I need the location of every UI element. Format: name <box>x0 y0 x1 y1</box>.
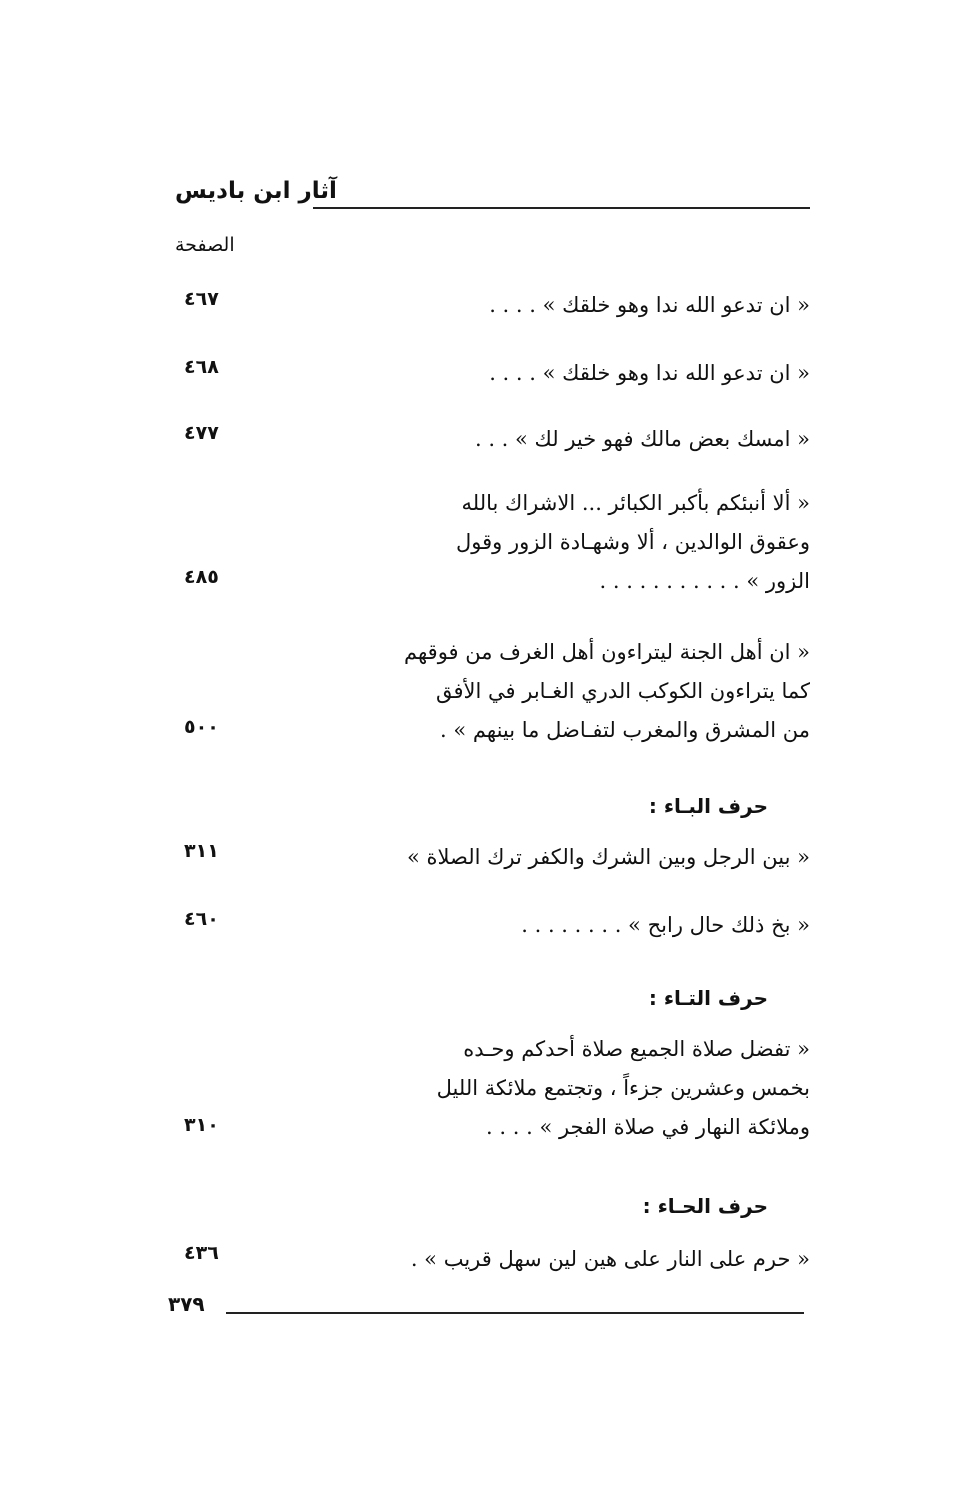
entry-line: « امسك بعض مالك فهو خير لك » . . . <box>474 427 810 451</box>
entry-page-number: ٤٦٨ <box>184 356 219 378</box>
entry-line: « ان تدعو الله ندا وهو خلقك » . . . . <box>489 293 810 317</box>
index-entry <box>380 484 810 601</box>
index-entry <box>380 906 810 945</box>
entry-line: « ان أهل الجنة ليتراءون أهل الغرف من فوقهم <box>404 640 810 664</box>
entry-page-number: ٣١١ <box>184 840 219 862</box>
section-heading: حرف البـاء : <box>648 794 768 818</box>
entry-line: كما يتراءون الكوكب الدري الغـابر في الأفق <box>435 679 810 703</box>
page-column-label: الصفحة <box>175 234 235 256</box>
entry-page-number: ٤٨٥ <box>184 566 219 588</box>
header-rule <box>313 207 810 209</box>
index-entry <box>380 1240 810 1279</box>
entry-line: « حرم على النار على هين لين سهل قريب » . <box>410 1247 810 1271</box>
entry-line: « ان تدعو الله ندا وهو خلقك » . . . . <box>489 361 810 385</box>
index-entry <box>380 420 810 459</box>
entry-line: الزور » . . . . . . . . . . . <box>599 569 810 593</box>
entry-page-number: ٥٠٠ <box>184 716 219 738</box>
index-entry <box>380 286 810 325</box>
entry-page-number: ٤٦٠ <box>184 908 219 930</box>
entry-line: بخمس وعشرين جزءاً ، وتجتمع ملائكة الليل <box>436 1076 810 1100</box>
entry-line: من المشرق والمغرب لتفـاضل ما بينهم » . <box>440 718 810 742</box>
entry-page-number: ٣١٠ <box>184 1114 219 1136</box>
index-entry <box>380 838 810 877</box>
index-entry <box>380 633 810 750</box>
entry-line: « ألا أنبئكم بأكبر الكبائر ... الاشراك بالله <box>461 491 810 515</box>
entry-line: وعقوق الوالدين ، ألا وشهـادة الزور وقول <box>456 530 810 554</box>
entry-page-number: ٤٦٧ <box>184 288 219 310</box>
entry-line: « تفضل صلاة الجميع صلاة أحدكم وحـده <box>463 1037 810 1061</box>
section-heading: حرف الحـاء : <box>642 1194 768 1218</box>
entry-line: وملائكة النهار في صلاة الفجر » . . . . <box>486 1115 810 1139</box>
footer-rule <box>226 1312 804 1314</box>
entry-line: « بخ ذلك حال رابح » . . . . . . . . <box>521 913 810 937</box>
index-entry <box>380 1030 810 1147</box>
section-heading: حرف التـاء : <box>648 986 768 1010</box>
running-title: آثار ابن باديس <box>175 178 337 204</box>
entry-page-number: ٤٧٧ <box>184 422 219 444</box>
entry-page-number: ٤٣٦ <box>184 1242 219 1264</box>
entry-line: « بين الرجل وبين الشرك والكفر ترك الصلاة » <box>406 845 810 869</box>
index-entry <box>380 354 810 393</box>
folio-page-number: ٣٧٩ <box>168 1292 205 1316</box>
